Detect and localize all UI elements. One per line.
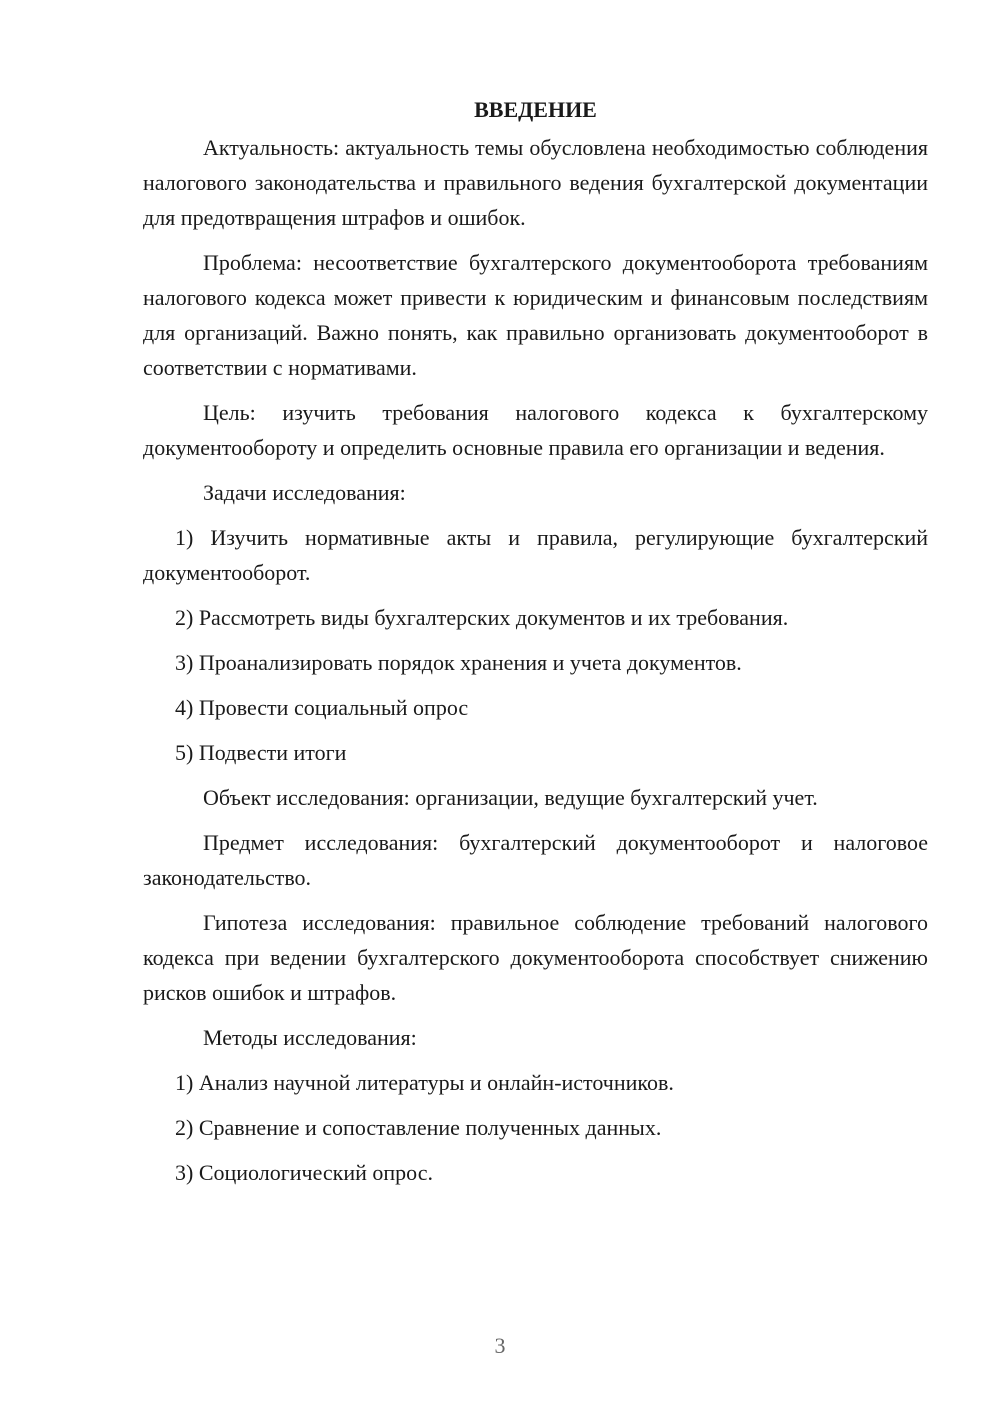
paragraph-problem: Проблема: несоответствие бухгалтерского документооборота требованиям налогового кодекса может привести к юридическим и финансовым последствиям для организаций. Важно понять, как правильно организовать документооборот в соответствии с нормативами. <box>143 250 928 380</box>
list-item-task-5: 5) Подвести итоги <box>175 740 347 765</box>
paragraph-object: Объект исследования: организации, ведущие бухгалтерский учет. <box>203 785 818 810</box>
page-number: 3 <box>494 1333 506 1358</box>
paragraph-tasks-title: Задачи исследования: <box>203 480 406 505</box>
list-item-task-2: 2) Рассмотреть виды бухгалтерских документов и их требования. <box>175 605 789 630</box>
paragraph-subject: Предмет исследования: бухгалтерский документооборот и налоговое законодательство. <box>143 830 928 890</box>
list-item-task-3: 3) Проанализировать порядок хранения и учета документов. <box>175 650 742 675</box>
list-item-task-4: 4) Провести социальный опрос <box>175 695 469 720</box>
paragraph-methods-title: Методы исследования: <box>203 1025 417 1050</box>
list-item-task-1: 1) Изучить нормативные акты и правила, регулирующие бухгалтерский документооборот. <box>143 525 928 585</box>
list-item-method-3: 3) Социологический опрос. <box>175 1160 433 1185</box>
list-item-method-2: 2) Сравнение и сопоставление полученных данных. <box>175 1115 662 1140</box>
paragraph-goal: Цель: изучить требования налогового кодекса к бухгалтерскому документообороту и определить основные правила его организации и ведения. <box>143 400 928 460</box>
section-heading: ВВЕДЕНИЕ <box>474 97 597 122</box>
paragraph-hypothesis: Гипотеза исследования: правильное соблюдение требований налогового кодекса при ведении бухгалтерского документооборота способствует снижению рисков ошибок и штрафов. <box>143 910 928 1005</box>
page-content <box>143 92 928 1200</box>
list-item-method-1: 1) Анализ научной литературы и онлайн-источников. <box>175 1070 674 1095</box>
paragraph-relevance: Актуальность: актуальность темы обусловлена необходимостью соблюдения налогового законодательства и правильного ведения бухгалтерской документации для предотвращения штрафов и ошибок. <box>143 135 928 230</box>
